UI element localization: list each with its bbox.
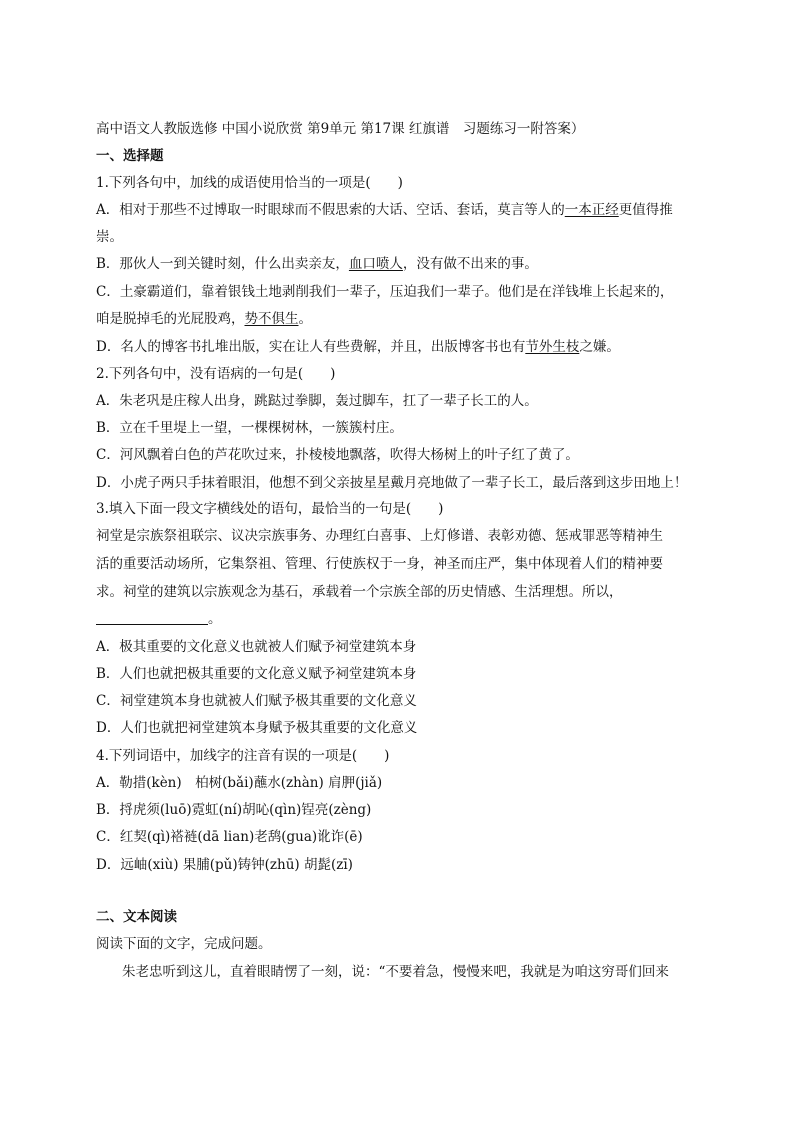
section-heading-choice: 一、选择题	[96, 148, 164, 164]
q1-option-c: C．土豪霸道们，靠着银钱土地剥削我们一辈子，压迫我们一辈子。他们是在洋钱堆上长起来的，	[96, 284, 674, 300]
q2-option-a: A．朱老巩是庄稼人出身，跳跶过拳脚，轰过脚车，扛了一辈子长工的人。	[96, 393, 538, 409]
q3-stem: 3.填入下面一段文字横线处的语句，最恰当的一句是( )	[96, 501, 444, 517]
q2-option-b: B．立在千里堤上一望，一棵棵树林，一簇簇村庄。	[96, 420, 403, 436]
q2-option-c: C．河风飘着白色的芦花吹过来，扑棱棱地飘落，吹得大杨树上的叶子红了黄了。	[96, 447, 579, 463]
q1-option-a-continued: 崇。	[96, 229, 123, 245]
q1-option-a: A．相对于那些不过博取一时眼球而不假思索的大话、空话、套话，莫言等人的一本正经更值得推	[96, 202, 673, 218]
q3-passage-line-1: 祠堂是宗族祭祖联宗、议决宗族事务、办理红白喜事、上灯修谱、表彰劝德、惩戒罪恶等精神生	[96, 528, 663, 544]
underlined-idiom: 节外生枝	[525, 339, 580, 355]
q3-passage-line-2: 活的重要活动场所，它集祭祖、管理、行使族权于一身，神圣而庄严，集中体现着人们的精神要	[96, 556, 663, 572]
q3-option-c: C．祠堂建筑本身也就被人们赋予极其重要的文化意义	[96, 693, 417, 709]
q4-stem: 4.下列词语中，加线字的注音有误的一项是( )	[96, 748, 390, 764]
q3-passage-line-4: 。	[96, 610, 222, 628]
q3-option-b: B．人们也就把极其重要的文化意义赋予祠堂建筑本身	[96, 666, 417, 682]
q3-option-d: D．人们也就把祠堂建筑本身赋予极其重要的文化意义	[96, 720, 418, 736]
q4-option-b: B．捋虎须(luō)霓虹(ní)胡吣(qìn)锃亮(zèng)	[96, 802, 372, 818]
document-title: 高中语文人教版选修 中国小说欣赏 第9单元 第17课 红旗谱 习题练习一附答案）	[96, 121, 585, 137]
q4-option-c: C．红契(qì)褡裢(dā lian)老鸹(gua)讹诈(ē)	[96, 829, 363, 845]
q3-passage-line-3: 求。祠堂的建筑以宗族观念为基石，承载着一个宗族全部的历史情感、生活理想。所以，	[96, 584, 623, 600]
q1-option-b: B．那伙人一到关键时刻，什么出卖亲友，血口喷人，没有做不出来的事。	[96, 256, 538, 272]
underlined-idiom: 势不俱生	[244, 311, 299, 327]
underlined-idiom: 血口喷人	[348, 256, 403, 272]
q4-option-d: D．远岫(xiù) 果脯(pǔ)铸钟(zhū) 胡髭(zī)	[96, 857, 353, 873]
reading-instruction: 阅读下面的文字，完成问题。	[96, 936, 272, 952]
section-heading-reading: 二、文本阅读	[96, 909, 177, 925]
q1-option-c-continued: 咱是脱掉毛的光屁股鸡，势不俱生。	[96, 311, 312, 327]
q2-option-d: D．小虎子两只手抹着眼泪，他想不到父亲披星星戴月亮地做了一辈子长工，最后落到这步田地上！	[96, 475, 688, 491]
q3-option-a: A．极其重要的文化意义也就被人们赋予祠堂建筑本身	[96, 639, 417, 655]
q1-stem: 1.下列各句中，加线的成语使用恰当的一项是( )	[96, 175, 403, 191]
reading-paragraph: 朱老忠听到这儿，直着眼睛愣了一刻，说：“不要着急，慢慢来吧，我就是为咱这穷哥们回来	[122, 964, 669, 980]
q2-stem: 2.下列各句中，没有语病的一句是( )	[96, 366, 336, 382]
underlined-idiom: 一本正经	[564, 202, 619, 218]
q4-option-a: A．勒措(kèn) 柏树(bǎi)蘸水(zhàn) 肩胛(jiǎ)	[96, 775, 383, 791]
fill-in-blank	[96, 610, 208, 625]
q1-option-d: D．名人的博客书扎堆出版，实在让人有些费解，并且，出版博客书也有节外生枝之嫌。	[96, 339, 620, 355]
